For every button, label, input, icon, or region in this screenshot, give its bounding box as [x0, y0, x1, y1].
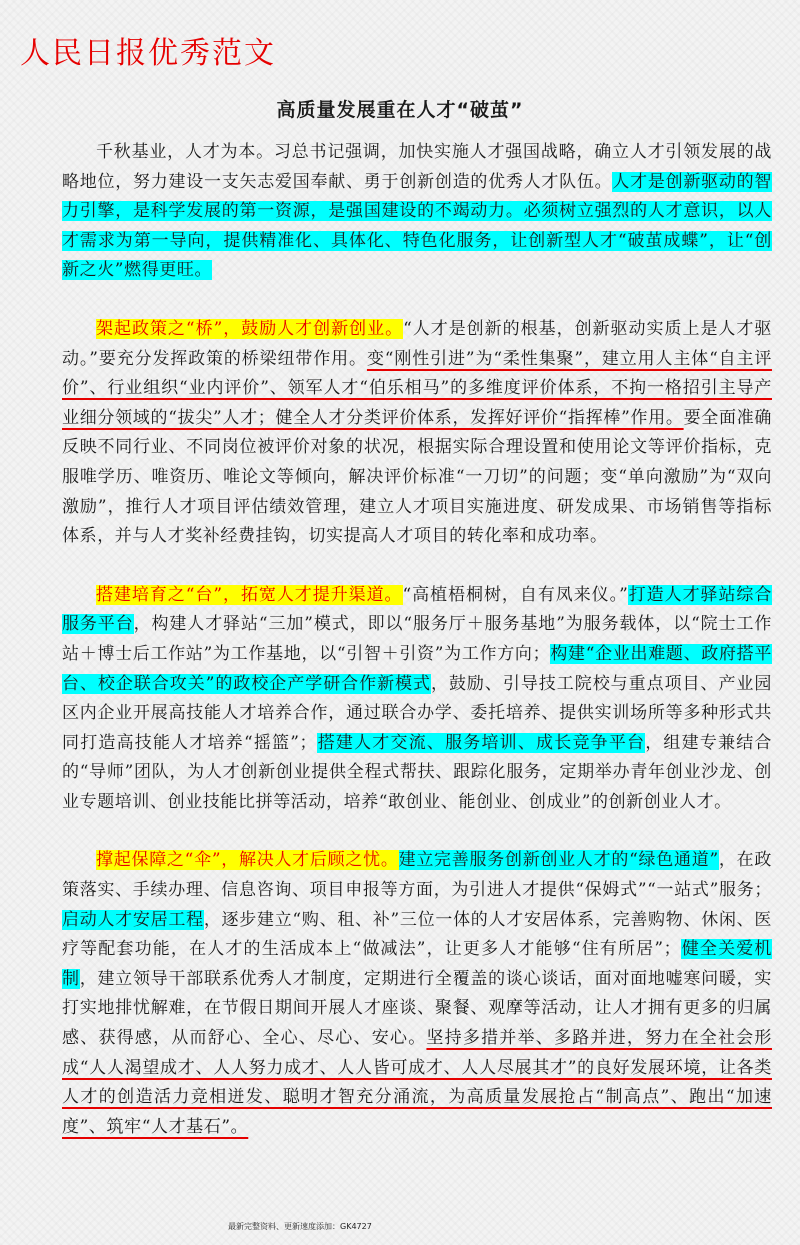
text: ，组建专兼结合的“导师”团队，为人才创新创业提供全程式帮扶、跟踪化服务，定期举办青年创业沙龙、创业专题培训、创业技能比拼等活动，培养“敢创业、能创业、创成业”的创新创业人才。: [62, 732, 773, 812]
text: “高植梧桐树，自有凤来仪。”: [402, 584, 629, 605]
red-underline: 变“刚性引进”为“柔性集聚”，建立用人主体“自主评价”、行业组织“业内评价”、领军人才“伯乐相马”的多维度评价体系，不拘一格招引主导产业细分领域的“拔尖”人才；健全人才分类评价体系，发挥好评价“指挥棒”作用。: [62, 348, 772, 428]
text: ，在政策落实、手续办理、信息咨询、项目申报等方面，为引进人才提供“保姆式”“一站式”服务；: [62, 850, 772, 901]
text: ，逐步建立“购、租、补”三位一体的人才安居体系，完善购物、休闲、医疗等配套功能，在人才的生活成本上“做减法”，让更多人才能够“住有所居”；: [62, 909, 772, 960]
text: “人才是创新的根基，创新驱动实质上是人才驱动。”要充分发挥政策的桥梁纽带作用。: [62, 318, 772, 369]
cyan-highlight: 人才是创新驱动的智力引擎，是科学发展的第一资源，是强国建设的不竭动力。必须树立强烈的人才意识，以人才需求为第一导向，提供精准化、具体化、特色化服务，让创新型人才“破茧成蝶”，让“创新之火”燃得更旺。: [62, 171, 772, 281]
red-underline: 坚持多措并举、多路并进，努力在全社会形成“人人渴望成才、人人努力成才、人人皆可成才、人人尽展其才”的良好发展环境，让各类人才的创造活力竞相迸发、聪明才智充分涌流，为高质量发展抢占“制高点”、跑出“加速度”、筑牢“人才基石”。: [62, 1028, 772, 1137]
section-heading-security: 撑起保障之“伞”，解决人才后顾之忧。: [96, 850, 399, 871]
cyan-highlight: 健全关爱机制: [62, 939, 772, 989]
cyan-highlight: 构建“企业出难题、政府搭平台、校企联合攻关”的政校企产学研合作新模式: [62, 643, 772, 694]
cyan-highlight: 启动人才安居工程: [62, 909, 204, 930]
cyan-highlight: 搭建人才交流、服务培训、成长竞争平台: [317, 732, 646, 753]
section-heading-policy: 架起政策之“桥”，鼓励人才创新创业。: [96, 318, 404, 339]
paragraph-4: [62, 846, 772, 1142]
footer-note: 最新完整资料、更新速度添加：GK4727: [228, 1222, 372, 1231]
article-body: [62, 138, 772, 1171]
section-heading-training: 搭建培育之“台”，拓宽人才提升渠道。: [96, 584, 403, 605]
text: 千秋基业，人才为本。习总书记强调，加快实施人才强国战略，确立人才引领发展的战略地位，努力建设一支矢志爱国奉献、勇于创新创造的优秀人才队伍。: [62, 142, 772, 192]
paragraph-1: [62, 138, 772, 286]
paragraph-2: [62, 315, 772, 552]
text: ，建立领导干部联系优秀人才制度，定期进行全覆盖的谈心谈话，面对面地嘘寒问暖，实打实地排忧解难，在节假日期间开展人才座谈、聚餐、观摩等活动，让人才拥有更多的归属感、获得感，从而舒心、全心、尽心、安心。: [62, 968, 772, 1049]
text: ，构建人才驿站“三加”模式，即以“服务厅＋服务基地”为服务载体，以“院士工作站＋博士后工作站”为工作基地，以“引智＋引资”为工作方向；: [62, 614, 772, 664]
cyan-highlight: 建立完善服务创新创业人才的“绿色通道”: [398, 850, 719, 871]
cyan-highlight: 打造人才驿站综合服务平台: [62, 584, 772, 635]
text: 要全面准确反映不同行业、不同岗位被评价对象的状况，根据实际合理设置和使用论文等评价指标，克服唯学历、唯资历、唯论文等倾向，解决评价标准“一刀切”的问题；变“单向激励”为“双向激励”，推行人才项目评估绩效管理，建立人才项目实施进度、研发成果、市场销售等指标体系，并与人才奖补经费挂钩，切实提高人才项目的转化率和成功率。: [62, 407, 773, 547]
paragraph-3: [62, 581, 772, 818]
article-title: 高质量发展重在人才“破茧”: [276, 99, 524, 121]
text: ，鼓励、引导技工院校与重点项目、产业园区内企业开展高技能人才培养合作，通过联合办学、委托培养、提供实训场所等多种形式共同打造高技能人才培养“摇篮”；: [62, 673, 772, 753]
page-header: 人民日报优秀范文: [20, 36, 276, 71]
